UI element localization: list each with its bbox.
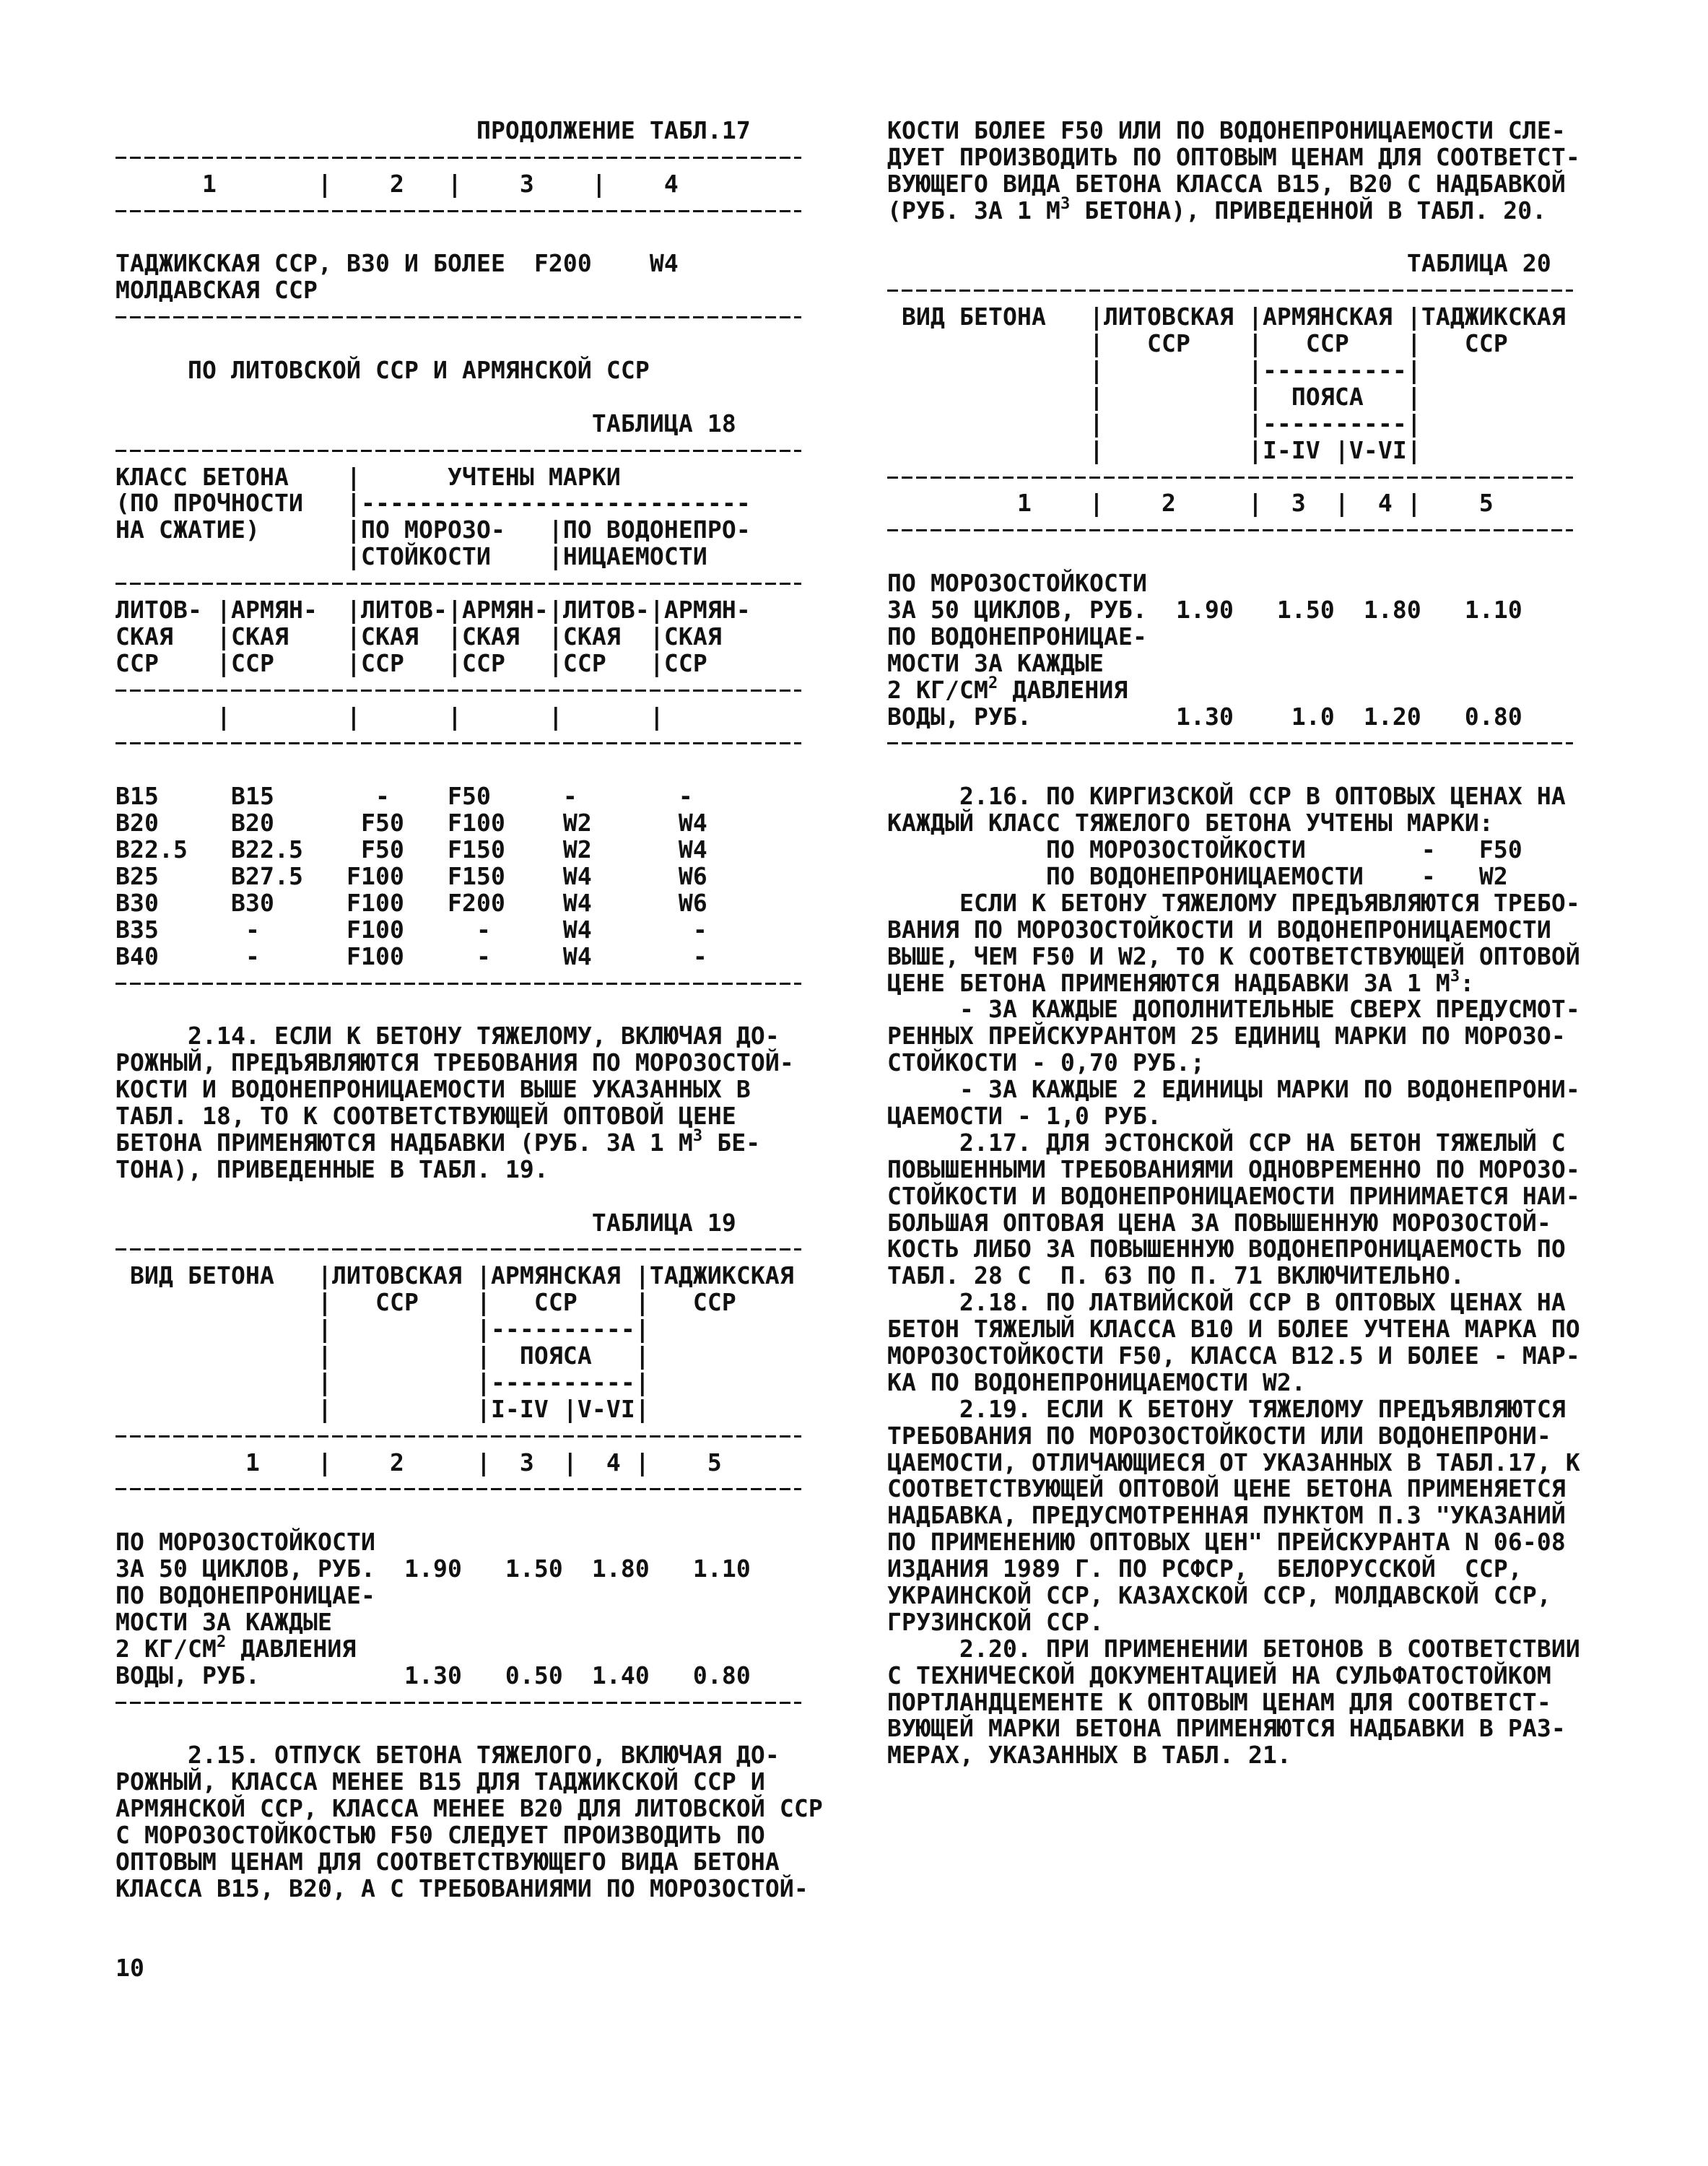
text-segment: ЕСЛИ К БЕТОНУ ТЯЖЕЛОМУ, ВКЛЮЧАЯ ДО- [260,1022,780,1051]
dashed-rule-line [116,677,823,704]
text-line: КА ПО ВОДОНЕПРОНИЦАЕМОСТИ W2. [887,1367,1306,1396]
text-line: ЦАЕМОСТИ, ОТЛИЧАЮЩИЕСЯ ОТ УКАЗАННЫХ В ТАБЛ.17, К [887,1448,1580,1476]
dashed-rule-line [887,464,1595,491]
text-segment: ДАВЛЕНИЯ [998,675,1128,704]
dashed-rule-line [116,1236,823,1263]
text-line [887,1636,1595,1663]
text-segment: : [1460,968,1475,997]
blank-line [116,757,823,783]
text-line: ВОДЫ, РУБ. 1.30 1.0 1.20 0.80 [887,702,1522,731]
heading-line: 10 [116,1954,144,1983]
left-column [116,118,823,1982]
text-line: ВАНИЯ ПО МОРОЗОСТОЙКОСТИ И ВОДОНЕПРОНИЦАЕМОСТИ [887,915,1551,944]
blank-line [116,1183,823,1210]
text-line: ИЗДАНИЯ 1989 Г. ПО РСФСР, БЕЛОРУССКОЙ ССР, [887,1554,1522,1583]
text-line: - ЗА КАЖДЫЕ 2 ЕДИНИЦЫ МАРКИ ПО ВОДОНЕПРОНИ- [887,1075,1580,1104]
blank-line [887,225,1595,251]
text-line: МЕРАХ, УКАЗАННЫХ В ТАБЛ. 21. [887,1741,1291,1770]
dashed-rule-line [116,1689,823,1716]
blank-line [116,1715,823,1742]
dashed-rule-line [887,517,1595,544]
text-line: ПОВЫШЕННЫМИ ТРЕБОВАНИЯМИ ОДНОВРЕМЕННО ПО МОРОЗО- [887,1154,1580,1183]
text-segment [887,782,959,810]
text-line: В15 В15 - F50 - - [116,782,693,811]
text-line: ГРУЗИНСКОЙ ССР. [887,1607,1104,1636]
text-line: БОЛЬШАЯ ОПТОВАЯ ЦЕНА ЗА ПОВЫШЕННУЮ МОРОЗОСТОЙ- [887,1208,1551,1237]
text-line: | |I-IV |V-VI| [116,1394,650,1423]
text-line: - ЗА КАЖДЫЕ ДОПОЛНИТЕЛЬНЫЕ СВЕРХ ПРЕДУСМОТ- [887,995,1580,1024]
text-segment [116,1022,188,1050]
text-line: | |----------| [887,356,1421,385]
text-segment: ПРИ ПРИМЕНЕНИИ БЕТОНОВ В СООТВЕТСТВИИ [1032,1634,1580,1663]
text-line: С ТЕХНИЧЕСКОЙ ДОКУМЕНТАЦИЕЙ НА СУЛЬФАТОСТОЙКОМ [887,1661,1551,1689]
text-line: В35 - F100 - W4 - [116,915,707,944]
section-number: 2.14. [188,1022,260,1051]
blank-line [887,757,1595,783]
dashed-rule [116,210,801,212]
text-line: НА СЖАТИЕ) |ПО МОРОЗО- |ПО ВОДОНЕПРО- [116,516,751,544]
text-line: В40 - F100 - W4 - [116,941,707,970]
text-line: ПО МОРОЗОСТОЙКОСТИ [887,569,1147,598]
blank-line [116,225,823,251]
text-line: ТАБЛ. 28 С П. 63 ПО П. 71 ВКЛЮЧИТЕЛЬНО. [887,1261,1465,1290]
text-line: ВИД БЕТОНА |ЛИТОВСКАЯ |АРМЯНСКАЯ |ТАДЖИКСКАЯ [116,1261,794,1290]
section-number: 2.18. [959,1288,1032,1317]
dashed-rule-line [116,438,823,464]
dashed-rule-line [116,144,823,171]
text-line: | | ПОЯСА | [887,382,1421,411]
text-line: | ССР | ССР | ССР [887,329,1508,358]
dashed-rule-line [887,277,1595,304]
text-line: |СТОЙКОСТИ |НИЦАЕМОСТИ [116,542,707,571]
text-line: | |----------| [116,1315,650,1344]
text-line: | ССР | ССР | ССР [116,1288,736,1317]
text-line [116,1126,823,1157]
superscript: 3 [1060,194,1071,213]
text-line: СКАЯ |СКАЯ |СКАЯ |СКАЯ |СКАЯ |СКАЯ [116,622,722,651]
text-line [116,1632,823,1663]
text-segment: ПО КИРГИЗСКОЙ ССР В ОПТОВЫХ ЦЕНАХ НА [1032,782,1566,811]
blank-line [116,1929,823,1956]
dashed-rule [116,1488,801,1490]
blank-line [116,1902,823,1929]
text-line: С МОРОЗОСТОЙКОСТЬЮ F50 СЛЕДУЕТ ПРОИЗВОДИТЬ ПО [116,1821,765,1849]
text-segment: БЕТОНА ПРИМЕНЯЮТСЯ НАДБАВКИ (РУБ. ЗА 1 М [116,1128,693,1157]
dashed-rule-line [116,198,823,225]
text-line [887,1396,1595,1423]
text-line: ПО ВОДОНЕПРОНИЦАЕ- [887,622,1147,651]
text-line: ТАДЖИКСКАЯ ССР, В30 И БОЛЕЕ F200 W4 [116,249,679,278]
blank-line [116,1502,823,1529]
text-line [887,674,1595,704]
dashed-rule [116,1248,801,1251]
text-line: ПО ВОДОНЕПРОНИЦАЕМОСТИ - W2 [887,861,1508,890]
text-line: БЕТОН ТЯЖЕЛЫЙ КЛАССА В10 И БОЛЕЕ УЧТЕНА МАРКА ПО [887,1315,1580,1344]
text-line: КОСТИ БОЛЕЕ F50 ИЛИ ПО ВОДОНЕПРОНИЦАЕМОСТИ СЛЕ- [887,116,1566,144]
text-segment: БЕ- [702,1128,761,1157]
text-line: В22.5 В22.5 F50 F150 W2 W4 [116,835,707,864]
text-line: РОЖНЫЙ, ПРЕДЪЯВЛЯЮТСЯ ТРЕБОВАНИЯ ПО МОРОЗОСТОЙ- [116,1048,794,1077]
text-line: ДУЕТ ПРОИЗВОДИТЬ ПО ОПТОВЫМ ЦЕНАМ ДЛЯ СООТВЕТСТ- [887,142,1580,171]
text-segment: (РУБ. ЗА 1 М [887,196,1060,225]
dashed-rule-line [116,730,823,757]
text-line [887,1289,1595,1316]
heading-line: ПО ЛИТОВСКОЙ ССР И АРМЯНСКОЙ ССР [116,356,650,385]
text-line: ССР |ССР |ССР |ССР |ССР |ССР [116,648,707,677]
blank-line [116,331,823,357]
text-line: АРМЯНСКОЙ ССР, КЛАССА МЕНЕЕ В20 ДЛЯ ЛИТОВСКОЙ ССР [116,1794,823,1823]
text-line: ТАБЛ. 18, ТО К СООТВЕТСТВУЮЩЕЙ ОПТОВОЙ ЦЕНЕ [116,1101,736,1130]
text-line: РОЖНЫЙ, КЛАССА МЕНЕЕ В15 ДЛЯ ТАДЖИКСКОЙ ССР И [116,1767,765,1796]
text-line: | | ПОЯСА | [116,1341,650,1370]
text-line: | |----------| [887,409,1421,438]
text-line: ВИД БЕТОНА |ЛИТОВСКАЯ |АРМЯНСКАЯ |ТАДЖИКСКАЯ [887,303,1566,331]
text-line: ПО МОРОЗОСТОЙКОСТИ - F50 [887,835,1522,864]
blank-line [887,544,1595,570]
text-line: КОСТИ И ВОДОНЕПРОНИЦАЕМОСТИ ВЫШЕ УКАЗАННЫХ В [116,1075,751,1104]
dashed-rule [116,742,801,744]
text-line: В20 В20 F50 F100 W2 W4 [116,809,707,838]
text-line: ОПТОВЫМ ЦЕНАМ ДЛЯ СООТВЕТСТВУЮЩЕГО ВИДА БЕТОНА [116,1847,780,1876]
text-line: ЗА 50 ЦИКЛОВ, РУБ. 1.90 1.50 1.80 1.10 [887,596,1522,625]
dashed-rule [116,157,801,159]
text-line: ВОДЫ, РУБ. 1.30 0.50 1.40 0.80 [116,1661,751,1689]
text-line: СТОЙКОСТИ И ВОДОНЕПРОНИЦАЕМОСТИ ПРИНИМАЕТСЯ НАИ- [887,1181,1580,1210]
text-line: ПРОДОЛЖЕНИЕ ТАБЛ.17 [116,116,751,144]
text-line: КЛАССА В15, В20, А С ТРЕБОВАНИЯМИ ПО МОРОЗОСТОЙ- [116,1874,809,1902]
text-segment: ДАВЛЕНИЯ [226,1634,357,1663]
dashed-rule [116,583,801,585]
section-number: 2.20. [959,1634,1032,1663]
dashed-rule-line [116,1423,823,1450]
text-line: ТОНА), ПРИВЕДЕННЫЕ В ТАБЛ. 19. [116,1154,549,1183]
text-line: ЕСЛИ К БЕТОНУ ТЯЖЕЛОМУ ПРЕДЪЯВЛЯЮТСЯ ТРЕБО- [887,888,1580,917]
text-segment: ОТПУСК БЕТОНА ТЯЖЕЛОГО, ВКЛЮЧАЯ ДО- [260,1741,780,1770]
text-line: | | | | | [116,702,664,731]
text-segment: ЕСЛИ К БЕТОНУ ТЯЖЕЛОМУ ПРЕДЪЯВЛЯЮТСЯ [1032,1394,1566,1423]
text-segment: 2 КГ/СМ [887,675,988,704]
text-line: СТОЙКОСТИ - 0,70 РУБ.; [887,1048,1205,1077]
text-line [887,194,1595,225]
text-line: В25 В27.5 F100 F150 W4 W6 [116,861,707,890]
blank-line [116,996,823,1023]
text-line: КОСТЬ ЛИБО ЗА ПОВЫШЕННУЮ ВОДОНЕПРОНИЦАЕМОСТЬ ПО [887,1235,1566,1264]
text-segment: ПО ЛАТВИЙСКОЙ ССР В ОПТОВЫХ ЦЕНАХ НА [1032,1288,1566,1317]
dashed-rule-line [116,304,823,331]
text-line: ПОРТЛАНДЦЕМЕНТЕ К ОПТОВЫМ ЦЕНАМ ДЛЯ СООТВЕТСТ- [887,1687,1551,1716]
text-line: НАДБАВКА, ПРЕДУСМОТРЕННАЯ ПУНКТОМ П.3 "УКАЗАНИЙ [887,1501,1566,1530]
text-line [887,783,1595,810]
dashed-rule [116,316,801,318]
text-line: МОСТИ ЗА КАЖДЫЕ [116,1607,332,1636]
text-segment [887,1635,959,1663]
right-column [887,118,1595,1769]
text-line: | |----------| [116,1367,650,1396]
superscript: 2 [216,1632,227,1651]
text-segment: ДЛЯ ЭСТОНСКОЙ ССР НА БЕТОН ТЯЖЕЛЫЙ С [1032,1128,1566,1157]
section-number: 2.15. [188,1741,260,1770]
text-segment: 2 КГ/СМ [116,1634,217,1663]
dashed-rule [116,450,801,452]
dashed-rule [887,477,1573,479]
text-segment: БЕТОНА), ПРИВЕДЕННОЙ В ТАБЛ. 20. [1070,196,1547,225]
text-line: МОСТИ ЗА КАЖДЫЕ [887,648,1104,677]
section-number: 2.19. [959,1394,1032,1423]
text-line: ТРЕБОВАНИЯ ПО МОРОЗОСТОЙКОСТИ ИЛИ ВОДОНЕПРОНИ- [887,1421,1551,1450]
dashed-rule-line [116,1476,823,1502]
text-line: РЕННЫХ ПРЕЙСКУРАНТОМ 25 ЕДИНИЦ МАРКИ ПО МОРОЗО- [887,1022,1566,1051]
dashed-rule [116,690,801,692]
text-segment [887,1128,959,1157]
text-line: ТАБЛИЦА 20 [887,249,1551,278]
text-line: ПО МОРОЗОСТОЙКОСТИ [116,1528,375,1557]
dashed-rule [887,290,1573,292]
text-line: МОРОЗОСТОЙКОСТИ F50, КЛАССА В12.5 И БОЛЕЕ - МАР- [887,1341,1580,1370]
dashed-rule-line [887,730,1595,757]
text-line: КЛАСС БЕТОНА | УЧТЕНЫ МАРКИ [116,462,621,491]
text-segment [887,1395,959,1423]
text-segment [116,1741,188,1769]
text-line [887,1130,1595,1157]
section-number: 2.17. [959,1128,1032,1157]
text-line [116,1023,823,1050]
dashed-rule [887,742,1573,744]
text-line: ВЫШЕ, ЧЕМ F50 И W2, ТО К СООТВЕТСТВУЮЩЕЙ ОПТОВОЙ [887,941,1580,970]
text-line: ВУЮЩЕГО ВИДА БЕТОНА КЛАССА В15, В20 С НАДБАВКОЙ [887,169,1566,198]
section-number: 2.16. [959,782,1032,811]
text-line: 1 | 2 | 3 | 4 | 5 [887,489,1494,518]
text-line: ПО ПРИМЕНЕНИЮ ОПТОВЫХ ЦЕН" ПРЕЙСКУРАНТА N 06-08 [887,1528,1566,1557]
superscript: 3 [1450,967,1460,986]
superscript: 3 [692,1126,703,1145]
text-line: В30 В30 F100 F200 W4 W6 [116,888,707,917]
text-line: КАЖДЫЙ КЛАСС ТЯЖЕЛОГО БЕТОНА УЧТЕНЫ МАРКИ: [887,809,1494,838]
text-line: 1 | 2 | 3 | 4 | 5 [116,1448,722,1476]
text-line: ТАБЛИЦА 19 [116,1208,736,1237]
blank-line [116,384,823,411]
text-line: СООТВЕТСТВУЮЩЕЙ ОПТОВОЙ ЦЕНЕ БЕТОНА ПРИМЕНЯЕТСЯ [887,1474,1566,1503]
dashed-rule-line [116,970,823,997]
text-segment [887,1288,959,1316]
text-line: ПО ВОДОНЕПРОНИЦАЕ- [116,1580,375,1609]
text-line: МОЛДАВСКАЯ ССР [116,276,318,305]
dashed-rule [116,1702,801,1704]
text-line [116,1742,823,1769]
text-line: (ПО ПРОЧНОСТИ |--------------------------- [116,489,751,518]
dashed-rule [887,529,1573,531]
dashed-rule-line [116,570,823,597]
text-line [887,967,1595,997]
text-segment: ЦЕНЕ БЕТОНА ПРИМЕНЯЮТСЯ НАДБАВКИ ЗА 1 М [887,968,1450,997]
text-line: | |I-IV |V-VI| [887,435,1421,464]
dashed-rule [116,1435,801,1438]
text-line: УКРАИНСКОЙ ССР, КАЗАХСКОЙ ССР, МОЛДАВСКОЙ ССР, [887,1580,1551,1609]
text-line: ВУЮЩЕЙ МАРКИ БЕТОНА ПРИМЕНЯЮТСЯ НАДБАВКИ В РАЗ- [887,1714,1566,1743]
text-line: 1 | 2 | 3 | 4 [116,169,679,198]
text-line: ЛИТОВ- |АРМЯН- |ЛИТОВ-|АРМЯН-|ЛИТОВ-|АРМЯН- [116,596,751,625]
text-line: ЦАЕМОСТИ - 1,0 РУБ. [887,1101,1162,1130]
text-line: ЗА 50 ЦИКЛОВ, РУБ. 1.90 1.50 1.80 1.10 [116,1554,751,1583]
dashed-rule [116,983,801,985]
text-line: ТАБЛИЦА 18 [116,409,736,438]
superscript: 2 [988,674,998,692]
